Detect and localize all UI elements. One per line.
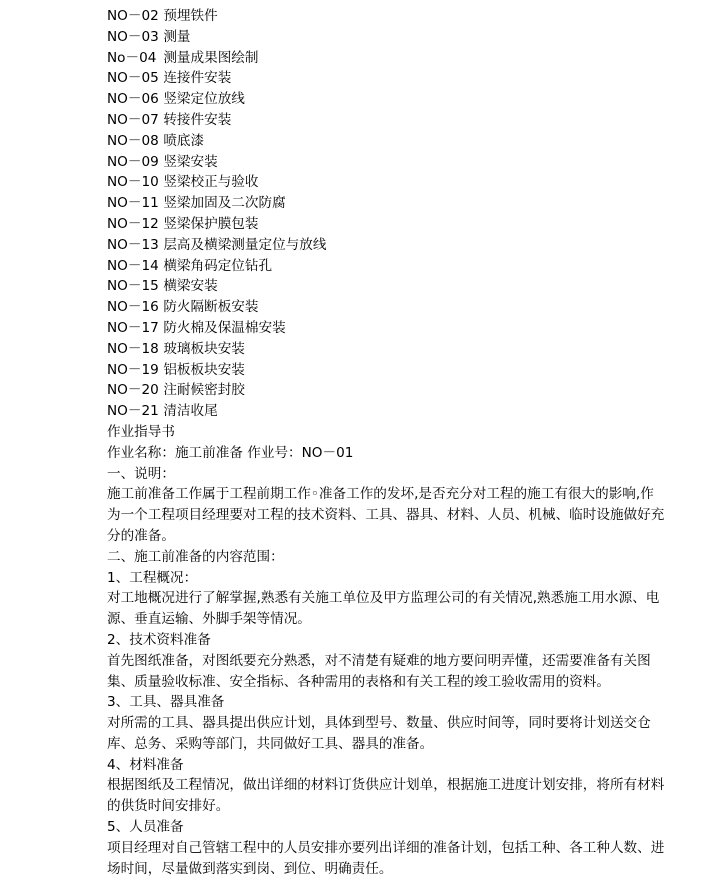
subsection-paragraph: 根据图纸及工程情况，做出详细的材料订货供应计划单，根据施工进度计划安排，将所有材料的供货时间安排好。	[107, 777, 665, 815]
subsection-paragraph: 项目经理对自己管辖工程中的人员安排亦要列出详细的准备计划，包括工种、各工种人数、进场时间，尽量做到落实到岗、到位、明确责任。	[107, 839, 665, 877]
toc-code: NO－02	[107, 8, 159, 24]
subsection-heading: 4、材料准备	[107, 756, 184, 773]
toc-title: 测量成果图绘制	[163, 49, 259, 66]
toc-item	[107, 318, 667, 339]
toc-list	[107, 6, 667, 422]
toc-item	[107, 68, 667, 89]
toc-item	[107, 131, 667, 152]
toc-title: 注耐候密封胶	[163, 382, 245, 399]
toc-item	[107, 276, 667, 297]
subsection-paragraph: 对所需的工具、器具提出供应计划，具体到型号、数量、供应时间等，同时要将计划送交仓库、总务、采购等部门，共同做好工具、器具的准备。	[107, 715, 651, 752]
toc-code: NO－21	[107, 403, 159, 420]
toc-title: 铝板板块安装	[163, 361, 245, 378]
toc-code: NO－11	[107, 195, 159, 212]
toc-item	[107, 89, 667, 110]
work-info-line: 作业名称：施工前准备 作业号：NO－01	[107, 444, 354, 461]
toc-code: NO－06	[107, 91, 159, 108]
toc-item	[107, 48, 667, 69]
toc-title: 竖梁校正与验收	[163, 174, 259, 191]
toc-item	[107, 193, 667, 214]
toc-title: 竖梁定位放线	[163, 91, 245, 108]
subsection-heading: 3、工具、器具准备	[107, 694, 225, 711]
toc-item	[107, 27, 667, 48]
subsection-paragraph: 对工地概况进行了解掌握,熟悉有关施工单位及甲方监理公司的有关情况,熟悉施工用水源、电源、垂直运输、外脚手架等情况。	[107, 590, 660, 628]
toc-item	[107, 256, 667, 277]
toc-code: NO－19	[107, 361, 159, 378]
toc-item	[107, 152, 667, 173]
toc-title: 横梁安装	[163, 278, 218, 295]
toc-item	[107, 339, 667, 360]
toc-title: 预埋铁件	[163, 8, 218, 24]
subsection-paragraph: 首先图纸准备，对图纸要充分熟悉，对不清楚有疑难的地方要问明弄懂，还需要准备有关图集、质量验收标准、安全指标、各种需用的表格和有关工程的竣工验收需用的资料。	[107, 652, 651, 690]
section-heading: 二、施工前准备的内容范围：	[107, 548, 284, 565]
toc-title: 竖梁保护膜包装	[163, 215, 259, 232]
subsection-heading: 2、技术资料准备	[107, 631, 211, 648]
toc-title: 清洁收尾	[163, 403, 218, 420]
document-body	[107, 6, 667, 879]
toc-code: NO－20	[107, 382, 159, 399]
toc-item	[107, 214, 667, 235]
subsection-heading: 5、人员准备	[107, 819, 184, 836]
toc-item	[107, 380, 667, 401]
toc-title: 连接件安装	[163, 70, 232, 87]
toc-code: NO－15	[107, 278, 159, 295]
toc-title: 测量	[163, 28, 191, 45]
toc-title: 竖梁加固及二次防腐	[163, 195, 286, 212]
toc-code: NO－08	[107, 132, 159, 149]
toc-code: NO－12	[107, 215, 159, 232]
toc-title: 横梁角码定位钻孔	[163, 257, 273, 274]
section-paragraph: 施工前准备工作属于工程前期工作◦准备工作的发坏,是否充分对工程的施工有很大的影响,作为一个工程项目经理要对工程的技术资料、工具、器具、材料、人员、机械、临时设施做好充分的准备。	[107, 486, 665, 544]
toc-code: NO－07	[107, 111, 159, 128]
toc-code: NO－13	[107, 236, 159, 253]
toc-title: 防火隔断板安装	[163, 299, 259, 316]
toc-title: 转接件安装	[163, 111, 232, 128]
toc-title: 防火棉及保温棉安装	[163, 319, 286, 336]
section-heading: 一、说明：	[107, 465, 175, 482]
toc-item	[107, 297, 667, 318]
toc-title: 层高及横梁测量定位与放线	[163, 236, 327, 253]
toc-item	[107, 401, 667, 422]
toc-code: NO－17	[107, 319, 159, 336]
toc-code: NO－03	[107, 28, 159, 45]
toc-code: No－04	[107, 49, 157, 66]
toc-item	[107, 235, 667, 256]
toc-code: NO－09	[107, 153, 159, 170]
document-title: 作业指导书	[107, 423, 175, 440]
toc-item	[107, 110, 667, 131]
toc-item	[107, 6, 667, 27]
toc-code: NO－10	[107, 174, 159, 191]
subsection-heading: 1、工程概况：	[107, 569, 198, 586]
toc-title: 竖梁安装	[163, 153, 218, 170]
toc-code: NO－18	[107, 340, 159, 357]
toc-title: 喷底漆	[163, 132, 205, 149]
toc-title: 玻璃板块安装	[163, 340, 245, 357]
toc-item	[107, 172, 667, 193]
toc-code: NO－14	[107, 257, 159, 274]
toc-item	[107, 360, 667, 381]
toc-code: NO－16	[107, 299, 159, 316]
toc-code: NO－05	[107, 70, 159, 87]
